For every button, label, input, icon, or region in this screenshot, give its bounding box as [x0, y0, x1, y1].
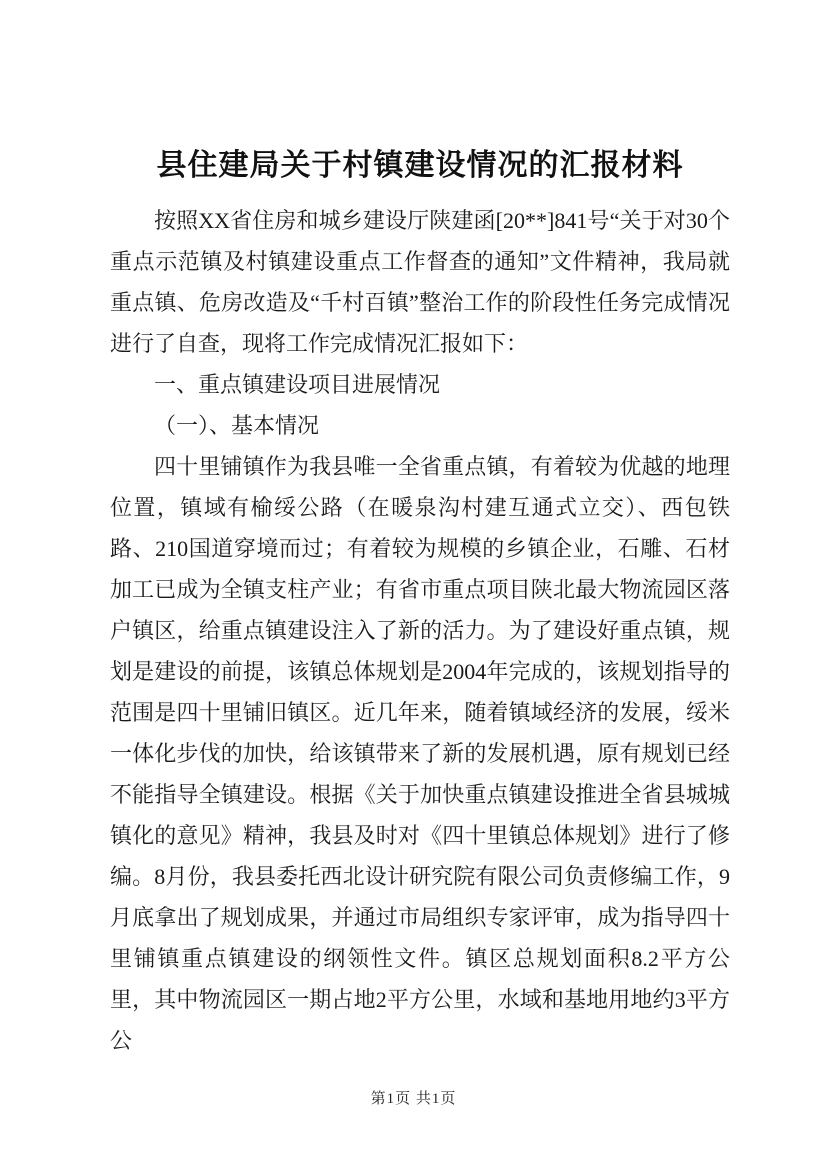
paragraph-intro: 按照XX省住房和城乡建设厅陕建函[20**]841号“关于对30个重点示范镇及村镇建设重点工作督查的通知”文件精神，我局就重点镇、危房改造及“千村百镇”整治工作的阶段性任务完成情况进行了自查，现将工作完成情况汇报如下：	[110, 208, 730, 356]
page-number-footer: 第1页 共1页	[370, 1091, 457, 1107]
section-heading-1-1: （一）、基本情况	[154, 413, 320, 438]
document-title: 县住建局关于村镇建设情况的汇报材料	[156, 149, 684, 182]
paragraph-body: 四十里铺镇作为我县唯一全省重点镇，有着较为优越的地理位置，镇域有榆绥公路（在暖泉沟村建互通式立交）、西包铁路、210国道穿境而过；有着较为规模的乡镇企业，石雕、石材加工已成为全镇支柱产业；有省市重点项目陕北最大物流园区落户镇区，给重点镇建设注入了新的活力。为了建设好重点镇，规划是建设的前提，该镇总体规划是2004年完成的，该规划指导的范围是四十里铺旧镇区。近几年来，随着镇域经济的发展，绥米一体化步伐的加快，给该镇带来了新的发展机遇，原有规划已经不能指导全镇建设。根据《关于加快重点镇建设推进全省县城城镇化的意见》精神，我县及时对《四十里镇总体规划》进行了修编。8月份，我县委托西北设计研究院有限公司负责修编工作，9月底拿出了规划成果，并通过市局组织专家评审，成为指导四十里铺镇重点镇建设的纲领性文件。镇区总规划面积8.2平方公里，其中物流园区一期占地2平方公里，水域和基地用地约3平方公	[110, 454, 730, 1053]
section-heading-1: 一、重点镇建设项目进展情况	[154, 372, 441, 397]
